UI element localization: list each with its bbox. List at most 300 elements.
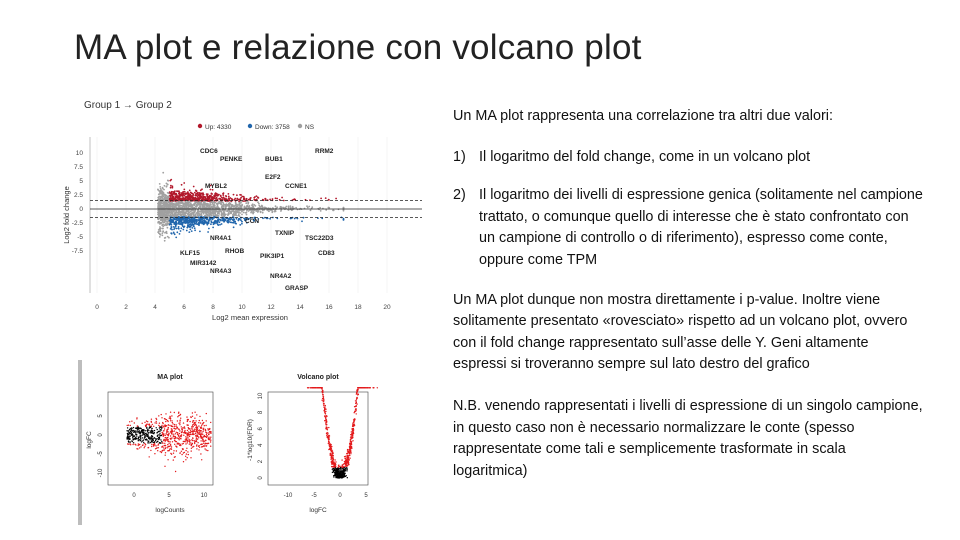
data-point — [205, 218, 207, 220]
data-point — [165, 433, 166, 434]
data-point — [158, 213, 160, 215]
data-point — [193, 213, 195, 215]
data-point — [245, 212, 247, 214]
data-point — [162, 172, 164, 174]
data-point — [365, 387, 366, 388]
data-point — [325, 209, 327, 211]
data-point — [308, 206, 310, 208]
gene-label: NR4A3 — [210, 268, 232, 275]
data-point — [228, 198, 230, 200]
data-point — [342, 464, 343, 465]
data-point — [133, 432, 134, 433]
data-point — [177, 416, 178, 417]
data-point — [143, 439, 144, 440]
data-point — [163, 440, 164, 441]
data-point — [201, 205, 203, 207]
data-point — [367, 387, 368, 388]
data-point — [210, 223, 212, 225]
data-point — [212, 218, 214, 220]
data-point — [342, 468, 343, 469]
data-point — [161, 446, 162, 447]
data-point — [198, 445, 199, 446]
data-point — [128, 434, 129, 435]
data-point — [208, 443, 209, 444]
data-point — [153, 426, 154, 427]
data-point — [230, 207, 232, 209]
data-point — [218, 213, 220, 215]
x-tick-label: 4 — [153, 304, 157, 311]
x-tick-label: 0 — [132, 493, 136, 499]
data-point — [187, 430, 188, 431]
data-point — [258, 203, 260, 205]
data-point — [326, 427, 327, 428]
y-tick-label: -2.5 — [71, 220, 83, 227]
data-point — [179, 212, 181, 214]
data-point — [194, 418, 195, 419]
data-point — [190, 203, 192, 205]
data-point — [144, 433, 145, 434]
data-point — [332, 459, 333, 460]
ma-subplot-frame — [108, 392, 213, 485]
y-tick-label: 4 — [258, 443, 264, 447]
data-point — [148, 432, 149, 433]
data-point — [327, 436, 328, 437]
data-point — [158, 415, 159, 416]
data-point — [160, 230, 162, 232]
data-point — [183, 441, 184, 442]
data-point — [196, 190, 198, 192]
data-point — [186, 221, 188, 223]
data-point — [147, 433, 148, 434]
data-point — [359, 387, 360, 388]
data-point — [198, 200, 200, 202]
data-point — [127, 427, 128, 428]
data-point — [233, 194, 235, 196]
data-point — [194, 412, 195, 413]
x-tick-label: 20 — [383, 304, 391, 311]
data-point — [159, 430, 160, 431]
data-point — [343, 219, 345, 221]
data-point — [331, 456, 332, 457]
data-point — [197, 442, 198, 443]
data-point — [350, 438, 351, 439]
data-point — [225, 207, 227, 209]
data-point — [202, 431, 203, 432]
data-point — [262, 212, 264, 214]
data-point — [192, 195, 194, 197]
data-point — [201, 188, 203, 190]
data-point — [186, 416, 187, 417]
data-point — [134, 422, 135, 423]
data-point — [217, 211, 219, 213]
data-point — [194, 442, 195, 443]
data-point — [167, 447, 168, 448]
data-point — [196, 425, 197, 426]
data-point — [168, 441, 169, 442]
data-point — [159, 438, 160, 439]
data-point — [187, 440, 188, 441]
data-point — [190, 432, 191, 433]
data-point — [161, 425, 162, 426]
data-point — [173, 232, 175, 234]
data-point — [197, 193, 199, 195]
data-point — [195, 433, 196, 434]
data-point — [156, 422, 157, 423]
data-point — [321, 218, 323, 220]
data-point — [178, 192, 180, 194]
data-point — [232, 214, 234, 216]
data-point — [336, 471, 337, 472]
data-point — [198, 425, 199, 426]
x-tick-label: -5 — [311, 493, 317, 499]
data-point — [187, 201, 189, 203]
data-point — [128, 441, 129, 442]
data-point — [200, 207, 202, 209]
data-point — [163, 433, 164, 434]
data-point — [144, 422, 145, 423]
data-point — [241, 214, 243, 216]
data-point — [149, 428, 150, 429]
data-point — [213, 211, 215, 213]
data-point — [171, 194, 173, 196]
data-point — [130, 431, 131, 432]
y-tick-label: 10 — [258, 392, 264, 400]
data-point — [171, 430, 172, 431]
data-point — [205, 429, 206, 430]
data-point — [326, 433, 327, 434]
data-point — [134, 444, 135, 445]
data-point — [200, 218, 202, 220]
data-point — [162, 423, 163, 424]
data-point — [191, 210, 193, 212]
data-point — [325, 428, 326, 429]
data-point — [210, 441, 211, 442]
data-point — [192, 437, 193, 438]
data-point — [161, 452, 162, 453]
data-point — [196, 414, 197, 415]
data-point — [164, 428, 165, 429]
x-tick-label: 12 — [267, 304, 275, 311]
data-point — [221, 215, 223, 217]
data-point — [326, 435, 327, 436]
data-point — [188, 454, 189, 455]
data-point — [181, 434, 182, 435]
data-point — [349, 458, 350, 459]
data-point — [220, 203, 222, 205]
data-point — [241, 221, 243, 223]
data-point — [167, 440, 168, 441]
data-point — [326, 416, 327, 417]
data-point — [191, 417, 192, 418]
data-point — [211, 213, 213, 215]
data-point — [168, 434, 169, 435]
x-tick-label: 14 — [296, 304, 304, 311]
data-point — [204, 220, 206, 222]
data-point — [239, 194, 241, 196]
data-point — [193, 218, 195, 220]
data-point — [166, 429, 167, 430]
data-point — [181, 207, 183, 209]
data-point — [206, 203, 208, 205]
data-point — [180, 420, 181, 421]
data-point — [150, 431, 151, 432]
data-point — [223, 192, 225, 194]
data-point — [136, 430, 137, 431]
data-point — [213, 195, 215, 197]
data-point — [237, 198, 239, 200]
data-point — [269, 218, 271, 220]
data-point — [207, 193, 209, 195]
data-point — [336, 474, 337, 475]
data-point — [159, 236, 161, 238]
data-point — [171, 415, 172, 416]
data-point — [166, 419, 167, 420]
data-point — [346, 462, 347, 463]
data-point — [323, 405, 324, 406]
data-point — [183, 199, 185, 201]
data-point — [197, 439, 198, 440]
data-point — [181, 431, 182, 432]
data-point — [246, 205, 248, 207]
data-point — [331, 464, 332, 465]
data-point — [164, 466, 165, 467]
data-point — [210, 440, 211, 441]
data-point — [175, 426, 176, 427]
data-point — [150, 442, 151, 443]
data-point — [178, 217, 180, 219]
data-point — [184, 430, 185, 431]
data-point — [173, 436, 174, 437]
data-point — [228, 196, 230, 198]
data-point — [202, 220, 204, 222]
data-point — [335, 472, 336, 473]
x-tick-label: 5 — [167, 493, 171, 499]
paragraph-pvalue: Un MA plot dunque non mostra direttamente i p-value. Inoltre viene solitamente presentato «rovesciato» rispetto ad un volcano plot, ovvero con il fold change rappresentato sull’asse delle Y. Geni altamente espressi si troveranno sempre sul lato destro del grafico — [453, 291, 908, 373]
data-point — [356, 397, 357, 398]
data-point — [146, 424, 147, 425]
data-point — [306, 205, 308, 207]
data-point — [235, 202, 237, 204]
data-point — [175, 223, 177, 225]
data-point — [188, 197, 190, 199]
data-point — [257, 196, 259, 198]
data-point — [205, 425, 206, 426]
data-point — [171, 233, 173, 235]
data-point — [318, 387, 319, 388]
data-point — [167, 421, 168, 422]
data-point — [167, 180, 169, 182]
data-point — [177, 443, 178, 444]
data-point — [276, 198, 278, 200]
data-point — [146, 428, 147, 429]
data-point — [336, 477, 337, 478]
data-point — [167, 431, 168, 432]
data-point — [195, 420, 196, 421]
gene-label: TSC22D3 — [305, 235, 334, 242]
data-point — [188, 428, 189, 429]
data-point — [158, 447, 159, 448]
data-point — [156, 438, 157, 439]
data-point — [220, 195, 222, 197]
data-point — [164, 221, 166, 223]
data-point — [179, 424, 180, 425]
data-point — [185, 196, 187, 198]
data-point — [185, 433, 186, 434]
x-tick-label: 10 — [200, 493, 208, 499]
data-point — [138, 440, 139, 441]
data-point — [239, 224, 241, 226]
data-point — [161, 213, 163, 215]
data-point — [322, 390, 323, 391]
data-point — [311, 206, 313, 208]
data-point — [138, 443, 139, 444]
data-point — [192, 221, 194, 223]
data-point — [196, 426, 197, 427]
data-point — [328, 443, 329, 444]
data-point — [243, 212, 245, 214]
data-point — [333, 466, 334, 467]
data-point — [221, 223, 223, 225]
data-point — [176, 450, 177, 451]
data-point — [203, 422, 204, 423]
data-point — [334, 469, 335, 470]
data-point — [187, 451, 188, 452]
gene-label: TXNIP — [275, 230, 295, 237]
data-point — [177, 437, 178, 438]
data-point — [170, 448, 171, 449]
gene-label: GRASP — [285, 285, 309, 292]
data-point — [338, 477, 339, 478]
data-point — [191, 448, 192, 449]
data-point — [186, 448, 187, 449]
data-point — [130, 435, 131, 436]
data-point — [269, 199, 271, 201]
data-point — [159, 442, 160, 443]
y-tick-label: 0 — [258, 476, 264, 480]
data-point — [189, 421, 190, 422]
data-point — [148, 440, 149, 441]
data-point — [166, 221, 168, 223]
data-point — [170, 416, 171, 417]
data-point — [176, 219, 178, 221]
data-point — [335, 467, 336, 468]
data-point — [324, 408, 325, 409]
x-tick-label: 0 — [338, 493, 342, 499]
data-point — [222, 198, 224, 200]
data-point — [174, 444, 175, 445]
data-point — [197, 213, 199, 215]
data-point — [141, 441, 142, 442]
data-point — [128, 425, 129, 426]
gene-label: BUB1 — [265, 156, 283, 163]
data-point — [203, 429, 204, 430]
data-point — [178, 435, 179, 436]
data-point — [177, 195, 179, 197]
data-point — [241, 223, 243, 225]
data-point — [175, 436, 176, 437]
data-point — [131, 427, 132, 428]
data-point — [160, 451, 161, 452]
data-point — [331, 466, 332, 467]
data-point — [343, 466, 344, 467]
legend-label: Down: 3758 — [255, 124, 290, 131]
ma-volcano-svg — [78, 360, 383, 525]
data-point — [351, 431, 352, 432]
data-point — [333, 464, 334, 465]
data-point — [257, 201, 259, 203]
data-point — [170, 444, 171, 445]
data-point — [219, 221, 221, 223]
data-point — [181, 426, 182, 427]
data-point — [151, 444, 152, 445]
data-point — [156, 442, 157, 443]
data-point — [190, 442, 191, 443]
data-point — [176, 214, 178, 216]
data-point — [132, 434, 133, 435]
data-point — [150, 425, 151, 426]
data-point — [204, 198, 206, 200]
data-point — [170, 198, 172, 200]
data-point — [165, 440, 166, 441]
data-point — [260, 211, 262, 213]
data-point — [183, 435, 184, 436]
data-point — [222, 202, 224, 204]
data-point — [172, 423, 173, 424]
data-point — [327, 429, 328, 430]
data-point — [145, 439, 146, 440]
data-point — [324, 406, 325, 407]
data-point — [176, 228, 178, 230]
data-point — [160, 426, 161, 427]
data-point — [335, 198, 337, 200]
data-point — [356, 392, 357, 393]
data-point — [200, 434, 201, 435]
data-point — [170, 192, 172, 194]
data-point — [208, 205, 210, 207]
data-point — [210, 211, 212, 213]
data-point — [192, 412, 193, 413]
data-point — [332, 452, 333, 453]
data-point — [338, 466, 339, 467]
data-point — [166, 431, 167, 432]
data-point — [146, 420, 147, 421]
data-point — [207, 231, 209, 233]
data-point — [158, 203, 160, 205]
data-point — [343, 470, 344, 471]
list-item — [453, 147, 923, 169]
data-point — [186, 198, 188, 200]
data-point — [135, 434, 136, 435]
data-point — [228, 213, 230, 215]
data-point — [233, 221, 235, 223]
data-point — [172, 214, 174, 216]
gene-label: CD83 — [318, 250, 335, 257]
data-point — [191, 450, 192, 451]
data-point — [135, 430, 136, 431]
data-point — [171, 432, 172, 433]
data-point — [167, 223, 169, 225]
data-point — [228, 221, 230, 223]
data-point — [317, 387, 318, 388]
data-point — [172, 203, 174, 205]
data-point — [214, 202, 216, 204]
data-point — [164, 237, 166, 239]
data-point — [133, 438, 134, 439]
data-point — [182, 429, 183, 430]
data-point — [170, 206, 172, 208]
data-point — [206, 434, 207, 435]
data-point — [187, 213, 189, 215]
